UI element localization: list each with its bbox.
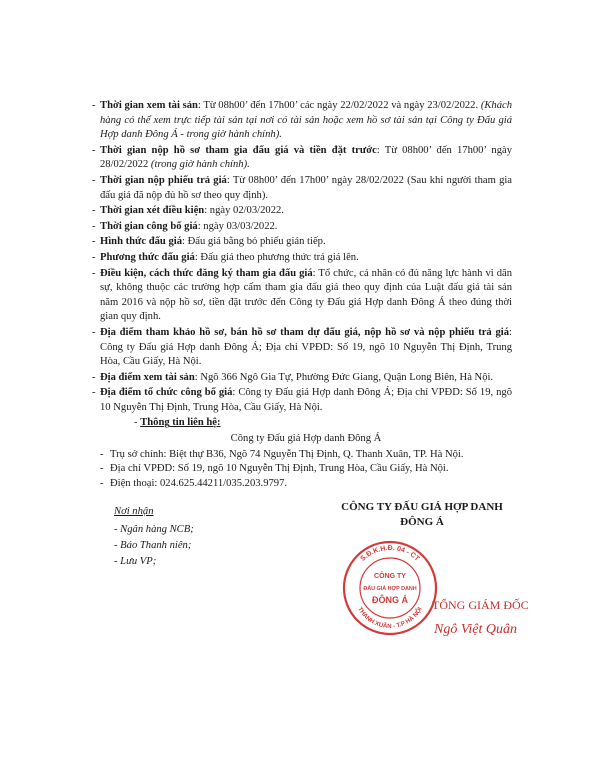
bullet-dash: -	[92, 267, 96, 279]
item-text: Đấu giá theo phương thức trả giá lên.	[200, 251, 359, 263]
contact-line	[100, 477, 512, 492]
separator: :	[182, 236, 188, 248]
item-heading: Phương thức đấu giá	[100, 251, 195, 263]
bullet-dash: -	[100, 463, 104, 475]
seal-inner-text-2: ĐẤU GIÁ HỢP DANH	[363, 586, 417, 592]
separator: :	[312, 267, 319, 279]
bullet-dash: -	[92, 174, 96, 186]
bullet-dash: -	[92, 387, 96, 399]
item-heading: Thời gian nộp hồ sơ tham gia đấu giá và tiền đặt trước	[100, 144, 377, 156]
list-item	[92, 174, 513, 203]
bullet-dash: -	[92, 251, 96, 263]
signer-name: Ngô Việt Quân	[434, 622, 517, 637]
contact-heading-row	[134, 416, 512, 431]
item-text: Từ 08h00’ đến 17h00’ các ngày 22/02/2022 và ngày 23/02/2022.	[203, 100, 481, 111]
item-text: Tổ chức, cá nhân có đủ năng lực hành vi dân sự, không thuộc các trường hợp cấm tham gia đấu giá theo quy định của Luật đấu giá tài sản năm 2016 và nộp hồ sơ, tiền đặt trước đến Công ty Đấu giá Hợp danh Đông Á theo đúng thời gian quy định.	[100, 267, 513, 323]
item-heading: Thời gian xét điều kiện	[100, 205, 205, 217]
recipient-item: - Lưu VP;	[114, 556, 157, 567]
contact-company: Công ty Đấu giá Hợp danh Đông Á	[230, 433, 382, 445]
list-item	[92, 235, 512, 250]
signer-title: TỔNG GIÁM ĐỐC	[432, 598, 529, 612]
separator: :	[194, 251, 201, 263]
item-heading: Địa điểm xem tài sản	[100, 371, 195, 383]
list-item	[92, 267, 513, 325]
organization-name	[322, 500, 522, 530]
bullet-dash: -	[92, 220, 96, 232]
bullet-dash: -	[100, 448, 104, 460]
list-item	[92, 251, 512, 266]
recipients-heading: Nơi nhận	[114, 506, 154, 517]
separator: :	[197, 220, 204, 232]
recipient-item: - Ngân hàng NCB;	[114, 524, 194, 535]
list-item	[92, 99, 512, 143]
auction-info-list	[92, 99, 513, 491]
item-text: Đấu giá bằng bỏ phiếu gián tiếp.	[187, 236, 326, 248]
separator: :	[204, 205, 210, 217]
recipients-block	[114, 504, 194, 570]
list-item	[92, 220, 512, 235]
list-item	[92, 144, 512, 173]
separator: :	[376, 144, 385, 156]
bullet-dash: -	[92, 326, 96, 338]
bullet-dash: -	[92, 236, 96, 248]
bullet-dash: -	[92, 371, 96, 383]
contact-address-office: Địa chỉ VPĐD: Số 19, ngõ 10 Nguyễn Thị Định, Trung Hòa, Cầu Giấy, Hà Nội.	[110, 463, 449, 475]
separator: :	[194, 371, 201, 383]
item-text: Từ 08h00’ đến 17h00’ ngày 28/02/2022 (Sau khi người tham gia đấu giá đã nộp đủ hồ sơ theo quy định).	[100, 174, 513, 201]
seal-inner-text-1: CÔNG TY	[374, 573, 406, 580]
seal-bottom-text: THANH XUÂN - T.P HÀ NỘI	[356, 605, 424, 631]
item-heading: Thời gian xem tài sản	[100, 100, 198, 111]
item-heading: Hình thức đấu giá	[100, 236, 183, 248]
list-item	[92, 326, 512, 370]
contact-address-hq: Trụ sở chính: Biệt thự B36, Ngõ 74 Nguyễn Thị Định, Q. Thanh Xuân, TP. Hà Nội.	[110, 448, 464, 460]
separator: :	[232, 387, 239, 399]
contact-dash: -	[134, 417, 141, 429]
item-heading: Địa điểm tham khảo hồ sơ, bán hồ sơ tham dự đấu giá, nộp hồ sơ và nộp phiếu trả giá	[100, 326, 510, 338]
bullet-dash: -	[100, 477, 104, 489]
list-item	[92, 386, 512, 415]
organization-line-1: CÔNG TY ĐẤU GIÁ HỢP DANH	[341, 501, 503, 513]
separator: :	[509, 326, 512, 338]
organization-line-2: ĐÔNG Á	[400, 516, 444, 528]
item-text: Công ty Đấu giá Hợp danh Đông Á; Địa chỉ VPĐD: Số 19, ngõ 10 Nguyễn Thị Định, Trung Hòa, Cầu Giấy, Hà Nội.	[100, 387, 512, 413]
bullet-dash: -	[92, 100, 96, 111]
contact-line	[100, 448, 512, 463]
item-text: ngày 03/03/2022.	[203, 220, 278, 232]
bullet-dash: -	[92, 205, 96, 217]
seal-inner-text-3: ĐÔNG Á	[372, 595, 408, 605]
list-item	[92, 371, 512, 386]
item-text: Công ty Đấu giá Hợp danh Đông Á; Địa chỉ VPĐD: Số 19, ngõ 10 Nguyễn Thị Định, Trung Hòa, Cầu Giấy, Hà Nội.	[100, 341, 512, 368]
item-text: ngày 02/03/2022.	[209, 205, 284, 217]
item-text: Ngõ 366 Ngô Gia Tự, Phường Đức Giang, Quận Long Biên, Hà Nội.	[200, 371, 494, 383]
contact-phone: Điện thoại: 024.625.44211/035.203.9797.	[110, 477, 288, 489]
company-seal	[340, 538, 440, 638]
contact-title: Thông tin liên hệ:	[140, 417, 221, 429]
item-text: Từ 08h00’ đến 17h00’ ngày 28/02/2022	[100, 144, 512, 171]
separator: :	[226, 174, 233, 186]
contact-line	[100, 462, 512, 477]
bullet-dash: -	[92, 144, 96, 156]
seal-ring-text: S.Đ.K.H.Đ. 04 - CT	[359, 544, 421, 563]
list-item	[92, 204, 512, 219]
recipient-item: - Báo Thanh niên;	[114, 540, 192, 551]
item-heading: Thời gian nộp phiếu trả giá	[100, 174, 227, 186]
item-note: (Khách hàng có thể xem trực tiếp tài sản tại nơi có tài sản hoặc xem hồ sơ tài sản tại Công ty Đấu giá Hợp danh Đông Á - trong giờ hành chính).	[100, 100, 512, 141]
separator: :	[197, 100, 204, 111]
item-heading: Điều kiện, cách thức đăng ký tham gia đấu giá	[100, 267, 313, 279]
item-heading: Địa điểm tổ chức công bố giá	[100, 387, 233, 399]
item-heading: Thời gian công bố giá	[100, 220, 198, 232]
item-note: (trong giờ hành chính).	[150, 159, 250, 171]
